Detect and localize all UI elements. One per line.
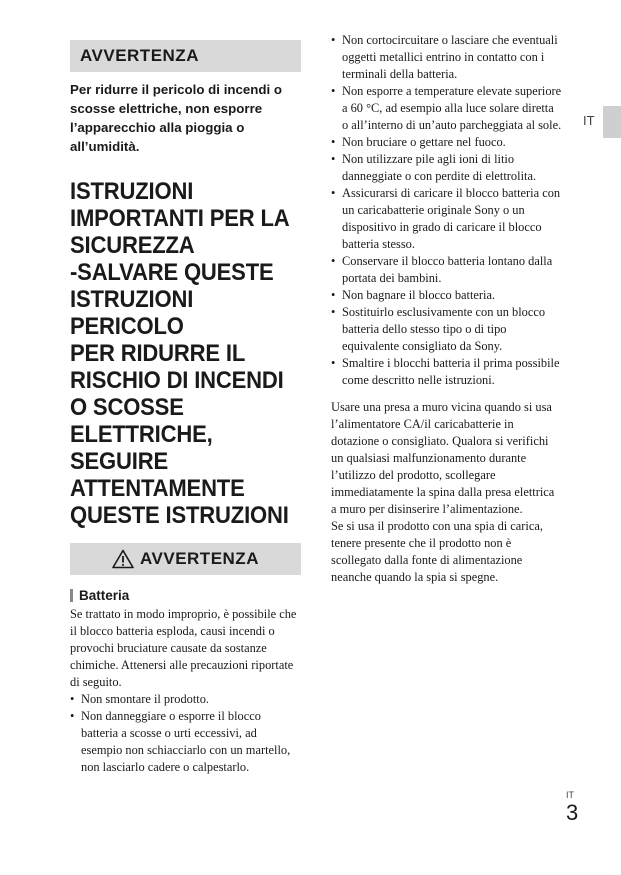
warning2-title: AVVERTENZA bbox=[140, 549, 259, 568]
list-item: • Non danneggiare o esporre il blocco batteria a scosse o urti eccessivi, ad esempio non schiacciarlo con un martello, non lasciarlo cadere o calpestarlo. bbox=[70, 708, 301, 776]
footer-language: IT bbox=[566, 790, 574, 800]
section-batteria bbox=[70, 587, 301, 604]
heading-line: ISTRUZIONI bbox=[70, 286, 194, 313]
heading-line: SICUREZZA bbox=[70, 232, 195, 259]
warning-box-2 bbox=[70, 543, 301, 575]
page-number: 3 bbox=[566, 800, 579, 825]
list-item: • Assicurarsi di caricare il blocco batteria con un caricabatterie originale Sony o un dispositivo in grado di caricare il blocco batteria stesso. bbox=[331, 185, 562, 253]
right-column bbox=[331, 32, 562, 586]
heading-line: SEGUIRE bbox=[70, 448, 168, 475]
heading-line: ELETTRICHE, bbox=[70, 421, 213, 448]
safety-heading bbox=[70, 178, 304, 529]
heading-line: PERICOLO bbox=[70, 313, 184, 340]
language-tab bbox=[603, 106, 621, 138]
heading-line: PER RIDURRE IL bbox=[70, 340, 246, 367]
heading-line: ATTENTAMENTE bbox=[70, 475, 245, 502]
heading-line: RISCHIO DI INCENDI bbox=[70, 367, 284, 394]
paragraph-2: Se si usa il prodotto con una spia di carica, tenere presente che il prodotto non è scollegato dalla fonte di alimentazione neanche quando la spia si spegne. bbox=[331, 519, 543, 584]
list-item: • Smaltire i blocchi batteria il prima possibile come descritto nelle istruzioni. bbox=[331, 355, 562, 389]
list-item: • Sostituirlo esclusivamente con un blocco batteria dello stesso tipo o di tipo equivalente consigliato da Sony. bbox=[331, 304, 562, 355]
list-item: • Non smontare il prodotto. bbox=[70, 691, 301, 708]
list-item: • Non bagnare il blocco batteria. bbox=[331, 287, 562, 304]
power-paragraph bbox=[331, 399, 562, 586]
side-language-label: IT bbox=[583, 113, 595, 128]
left-bullet-list bbox=[70, 691, 301, 776]
warning-text: Per ridurre il pericolo di incendi o scosse elettriche, non esporre l’apparecchio alla pioggia o all’umidità. bbox=[70, 82, 283, 154]
warning-title: AVVERTENZA bbox=[80, 46, 199, 65]
battery-paragraph: Se trattato in modo improprio, è possibile che il blocco batteria esploda, causi incendi o provochi bruciature causate da sostanze chimiche. Attenersi alle precauzioni riportate di seguito. bbox=[70, 607, 297, 689]
warning-triangle-icon bbox=[112, 549, 134, 569]
warning-box bbox=[70, 40, 301, 72]
list-item: • Non utilizzare pile agli ioni di litio danneggiate o con perdite di elettrolita. bbox=[331, 151, 562, 185]
list-item: • Non bruciare o gettare nel fuoco. bbox=[331, 134, 562, 151]
heading-line: O SCOSSE bbox=[70, 394, 184, 421]
left-column bbox=[70, 40, 301, 776]
list-item: • Non cortocircuitare o lasciare che eventuali oggetti metallici entrino in contatto con i terminali della batteria. bbox=[331, 32, 562, 83]
heading-line: ISTRUZIONI bbox=[70, 178, 194, 205]
list-item: • Non esporre a temperature elevate superiore a 60 °C, ad esempio alla luce solare diretta o all’interno di un’auto parcheggiata al sole. bbox=[331, 83, 562, 134]
section-marker bbox=[70, 589, 73, 602]
heading-line: QUESTE ISTRUZIONI bbox=[70, 502, 289, 529]
heading-line: -SALVARE QUESTE bbox=[70, 259, 274, 286]
list-item: • Conservare il blocco batteria lontano dalla portata dei bambini. bbox=[331, 253, 562, 287]
heading-line: IMPORTANTI PER LA bbox=[70, 205, 290, 232]
section-title: Batteria bbox=[79, 588, 130, 603]
paragraph-1: Usare una presa a muro vicina quando si usa l’alimentatore CA/il caricabatterie in dotazione o consigliato. Qualora si verifichi un qualsiasi malfunzionamento durante l’utilizzo del prodotto, scollegare immediatamente la spina dalla presa elettrica a muro per disinserire l’alimentazione. bbox=[331, 400, 555, 516]
right-bullet-list bbox=[331, 32, 562, 389]
